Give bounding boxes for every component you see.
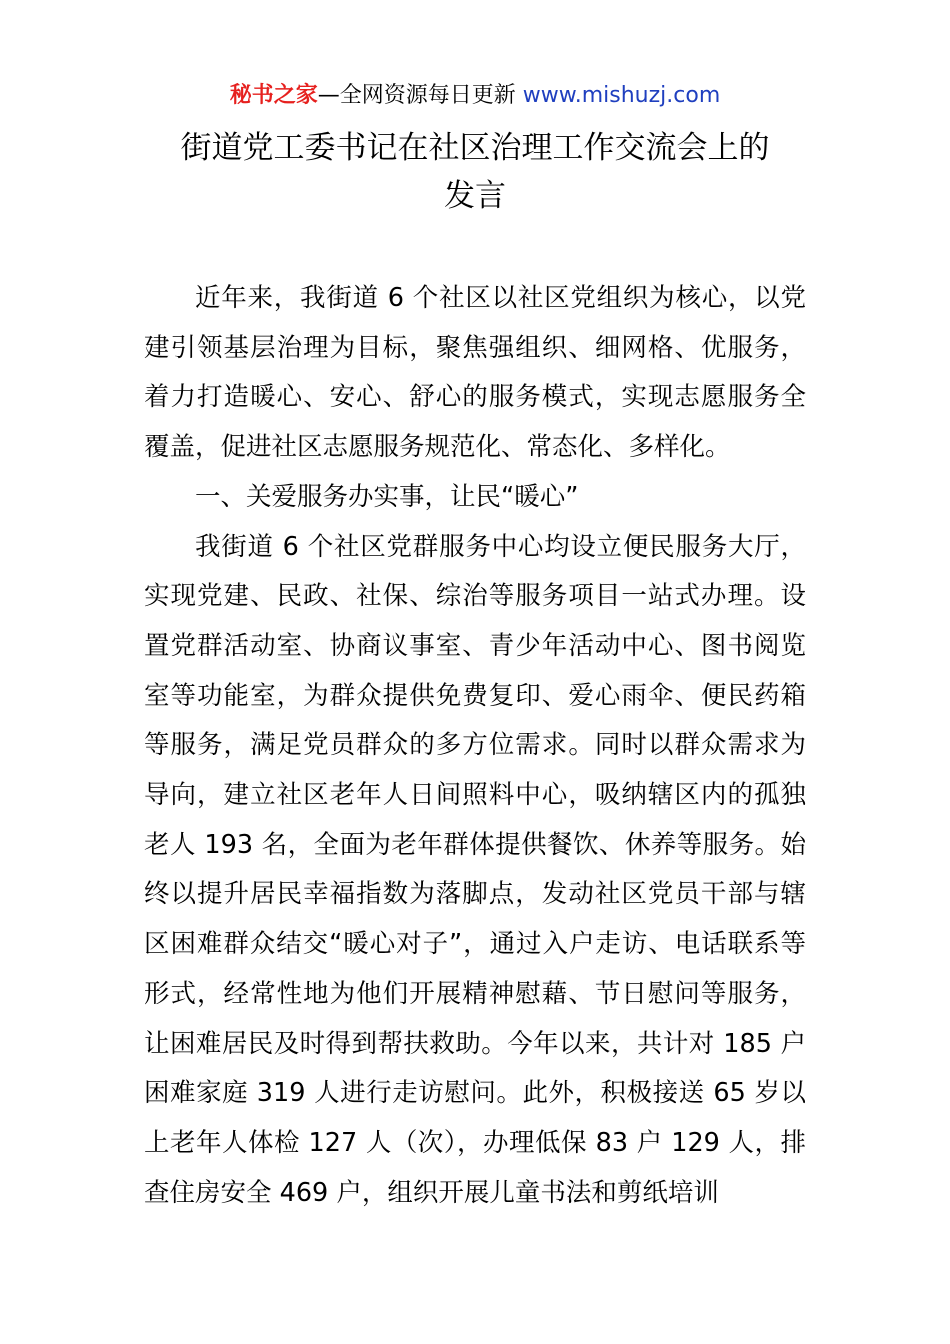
document-title bbox=[0, 124, 950, 220]
site-url-link[interactable]: www.mishuzj.com bbox=[522, 83, 721, 108]
brand-name: 秘书之家 bbox=[229, 83, 318, 108]
header-slogan: —全网资源每日更新 bbox=[317, 83, 523, 108]
section-heading-1: 一、关爱服务办实事，让民“暖心” bbox=[195, 481, 579, 512]
page-header bbox=[0, 80, 950, 112]
title-line-1: 街道党工委书记在社区治理工作交流会上的 bbox=[180, 130, 770, 166]
paragraph-intro: 近年来，我街道 6 个社区以社区党组织为核心，以党建引领基层治理为目标，聚焦强组织、细网格、优服务，着力打造暖心、安心、舒心的服务模式，实现志愿服务全覆盖，促进社区志愿服务规范化、常态化、多样化。 bbox=[144, 283, 806, 463]
document-body bbox=[144, 274, 806, 1218]
paragraph-section-1: 我街道 6 个社区党群服务中心均设立便民服务大厅，实现党建、民政、社保、综治等服务项目一站式办理。设置党群活动室、协商议事室、青少年活动中心、图书阅览室等功能室，为群众提供免费复印、爱心雨伞、便民药箱等服务，满足党员群众的多方位需求。同时以群众需求为导向，建立社区老年人日间照料中心，吸纳辖区内的孤独老人 193 名，全面为老年群体提供餐饮、休养等服务。始终以提升居民幸福指数为落脚点，发动社区党员干部与辖区困难群众结交“暖心对子”，通过入户走访、电话联系等形式，经常性地为他们开展精神慰藉、节日慰问等服务，让困难居民及时得到帮扶救助。今年以来，共计对 185 户困难家庭 319 人进行走访慰问。此外，积极接送 65 岁以上老年人体检 127 人（次），办理低保 83 户 129 人，排查住房安全 469 户，组织开展儿童书法和剪纸培训 bbox=[144, 531, 806, 1208]
title-line-2: 发言 bbox=[444, 178, 506, 214]
